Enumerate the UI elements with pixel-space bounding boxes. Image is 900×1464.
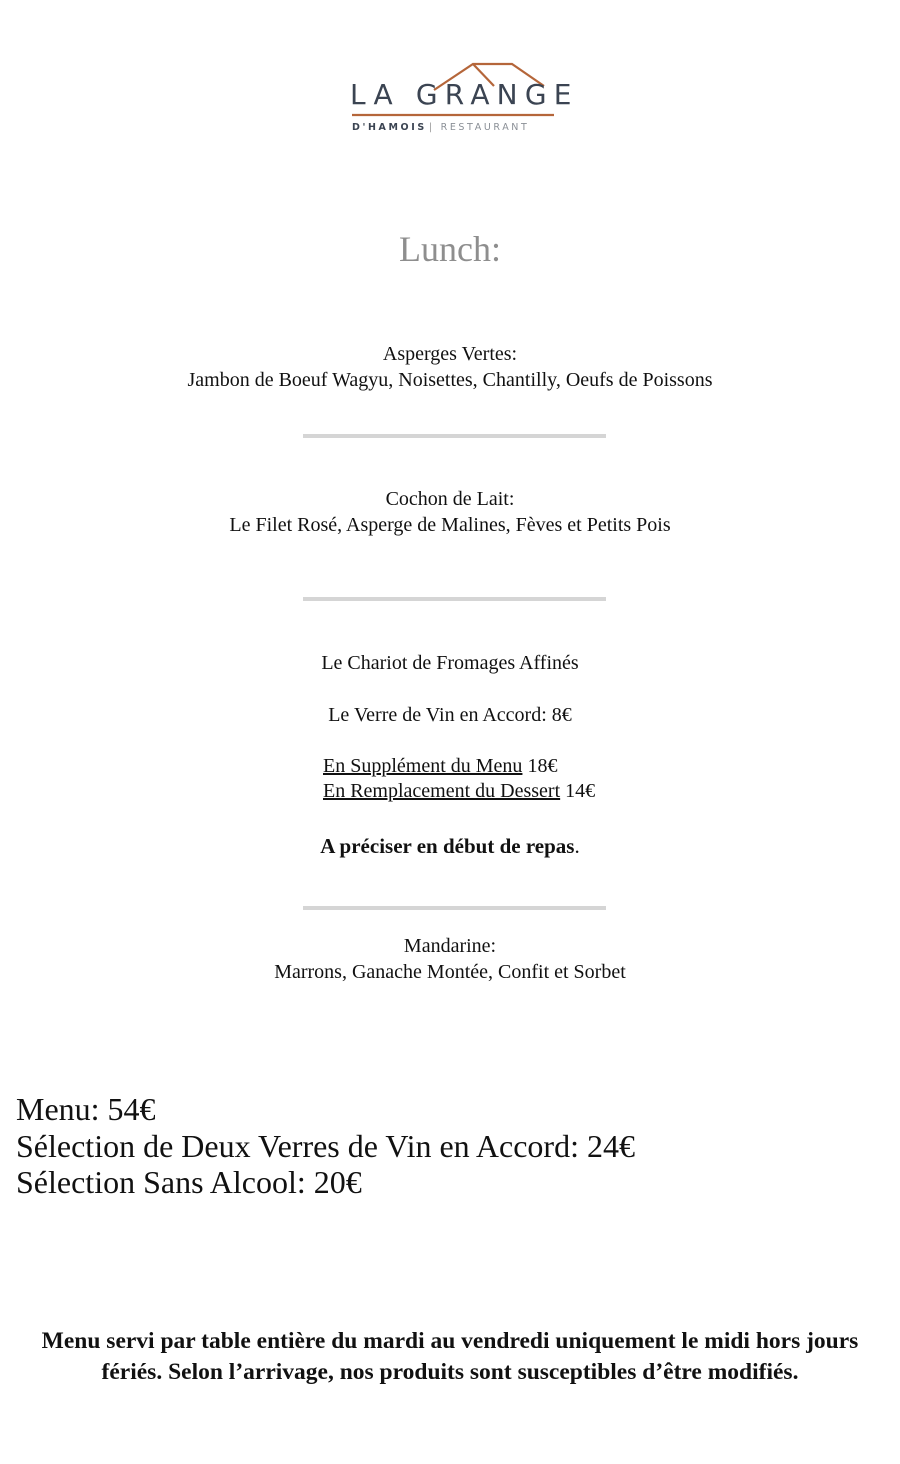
logo-separator: | xyxy=(428,122,435,133)
course-description: Le Filet Rosé, Asperge de Malines, Fèves et Petits Pois xyxy=(229,514,671,536)
course-description: Marrons, Ganache Montée, Confit et Sorbet xyxy=(274,961,626,983)
course-description: Jambon de Boeuf Wagyu, Noisettes, Chantilly, Oeufs de Poissons xyxy=(187,369,713,391)
course-title: Asperges Vertes: xyxy=(382,343,518,365)
course-title: Cochon de Lait: xyxy=(385,488,515,510)
cheese-wine-pairing: Le Verre de Vin en Accord: 8€ xyxy=(328,704,572,726)
price-list xyxy=(16,1091,635,1201)
replacement-line xyxy=(323,778,595,804)
replacement-price: 14€ xyxy=(560,780,596,802)
supplement-price: 18€ xyxy=(522,755,558,777)
service-note: Menu servi par table entière du mardi au vendredi uniquement le midi hors jours fériés. Selon l’arrivage, nos produits sont susceptibles d’être modifiés. xyxy=(41,1328,859,1385)
course-title: Mandarine: xyxy=(403,935,497,957)
logo-subtitle-light: RESTAURANT xyxy=(440,122,530,133)
logo-subtitle-bold: D'HAMOIS xyxy=(352,122,427,133)
ordering-note-end: . xyxy=(574,834,580,858)
course-1 xyxy=(0,341,900,393)
cheese-title: Le Chariot de Fromages Affinés xyxy=(321,652,579,674)
section-divider xyxy=(303,597,606,601)
logo-subtitle xyxy=(352,122,562,133)
ordering-note-bold: A préciser en début de repas xyxy=(320,834,575,858)
menu-heading: Lunch: xyxy=(399,229,501,269)
section-divider xyxy=(303,434,606,438)
supplement-label: En Supplément du Menu xyxy=(323,755,523,777)
price-alcohol-free: Sélection Sans Alcool: 20€ xyxy=(16,1164,362,1200)
supplement-line xyxy=(323,753,557,779)
section-divider xyxy=(303,906,606,910)
price-wine-selection: Sélection de Deux Verres de Vin en Accord: 24€ xyxy=(16,1127,635,1164)
course-2 xyxy=(0,486,900,538)
dessert-course xyxy=(0,933,900,985)
price-menu: Menu: 54€ xyxy=(16,1091,156,1127)
restaurant-logo xyxy=(342,58,579,144)
replacement-label: En Remplacement du Dessert xyxy=(323,780,561,802)
logo-title: LA GRANGE xyxy=(350,78,579,111)
ordering-note xyxy=(0,832,900,860)
